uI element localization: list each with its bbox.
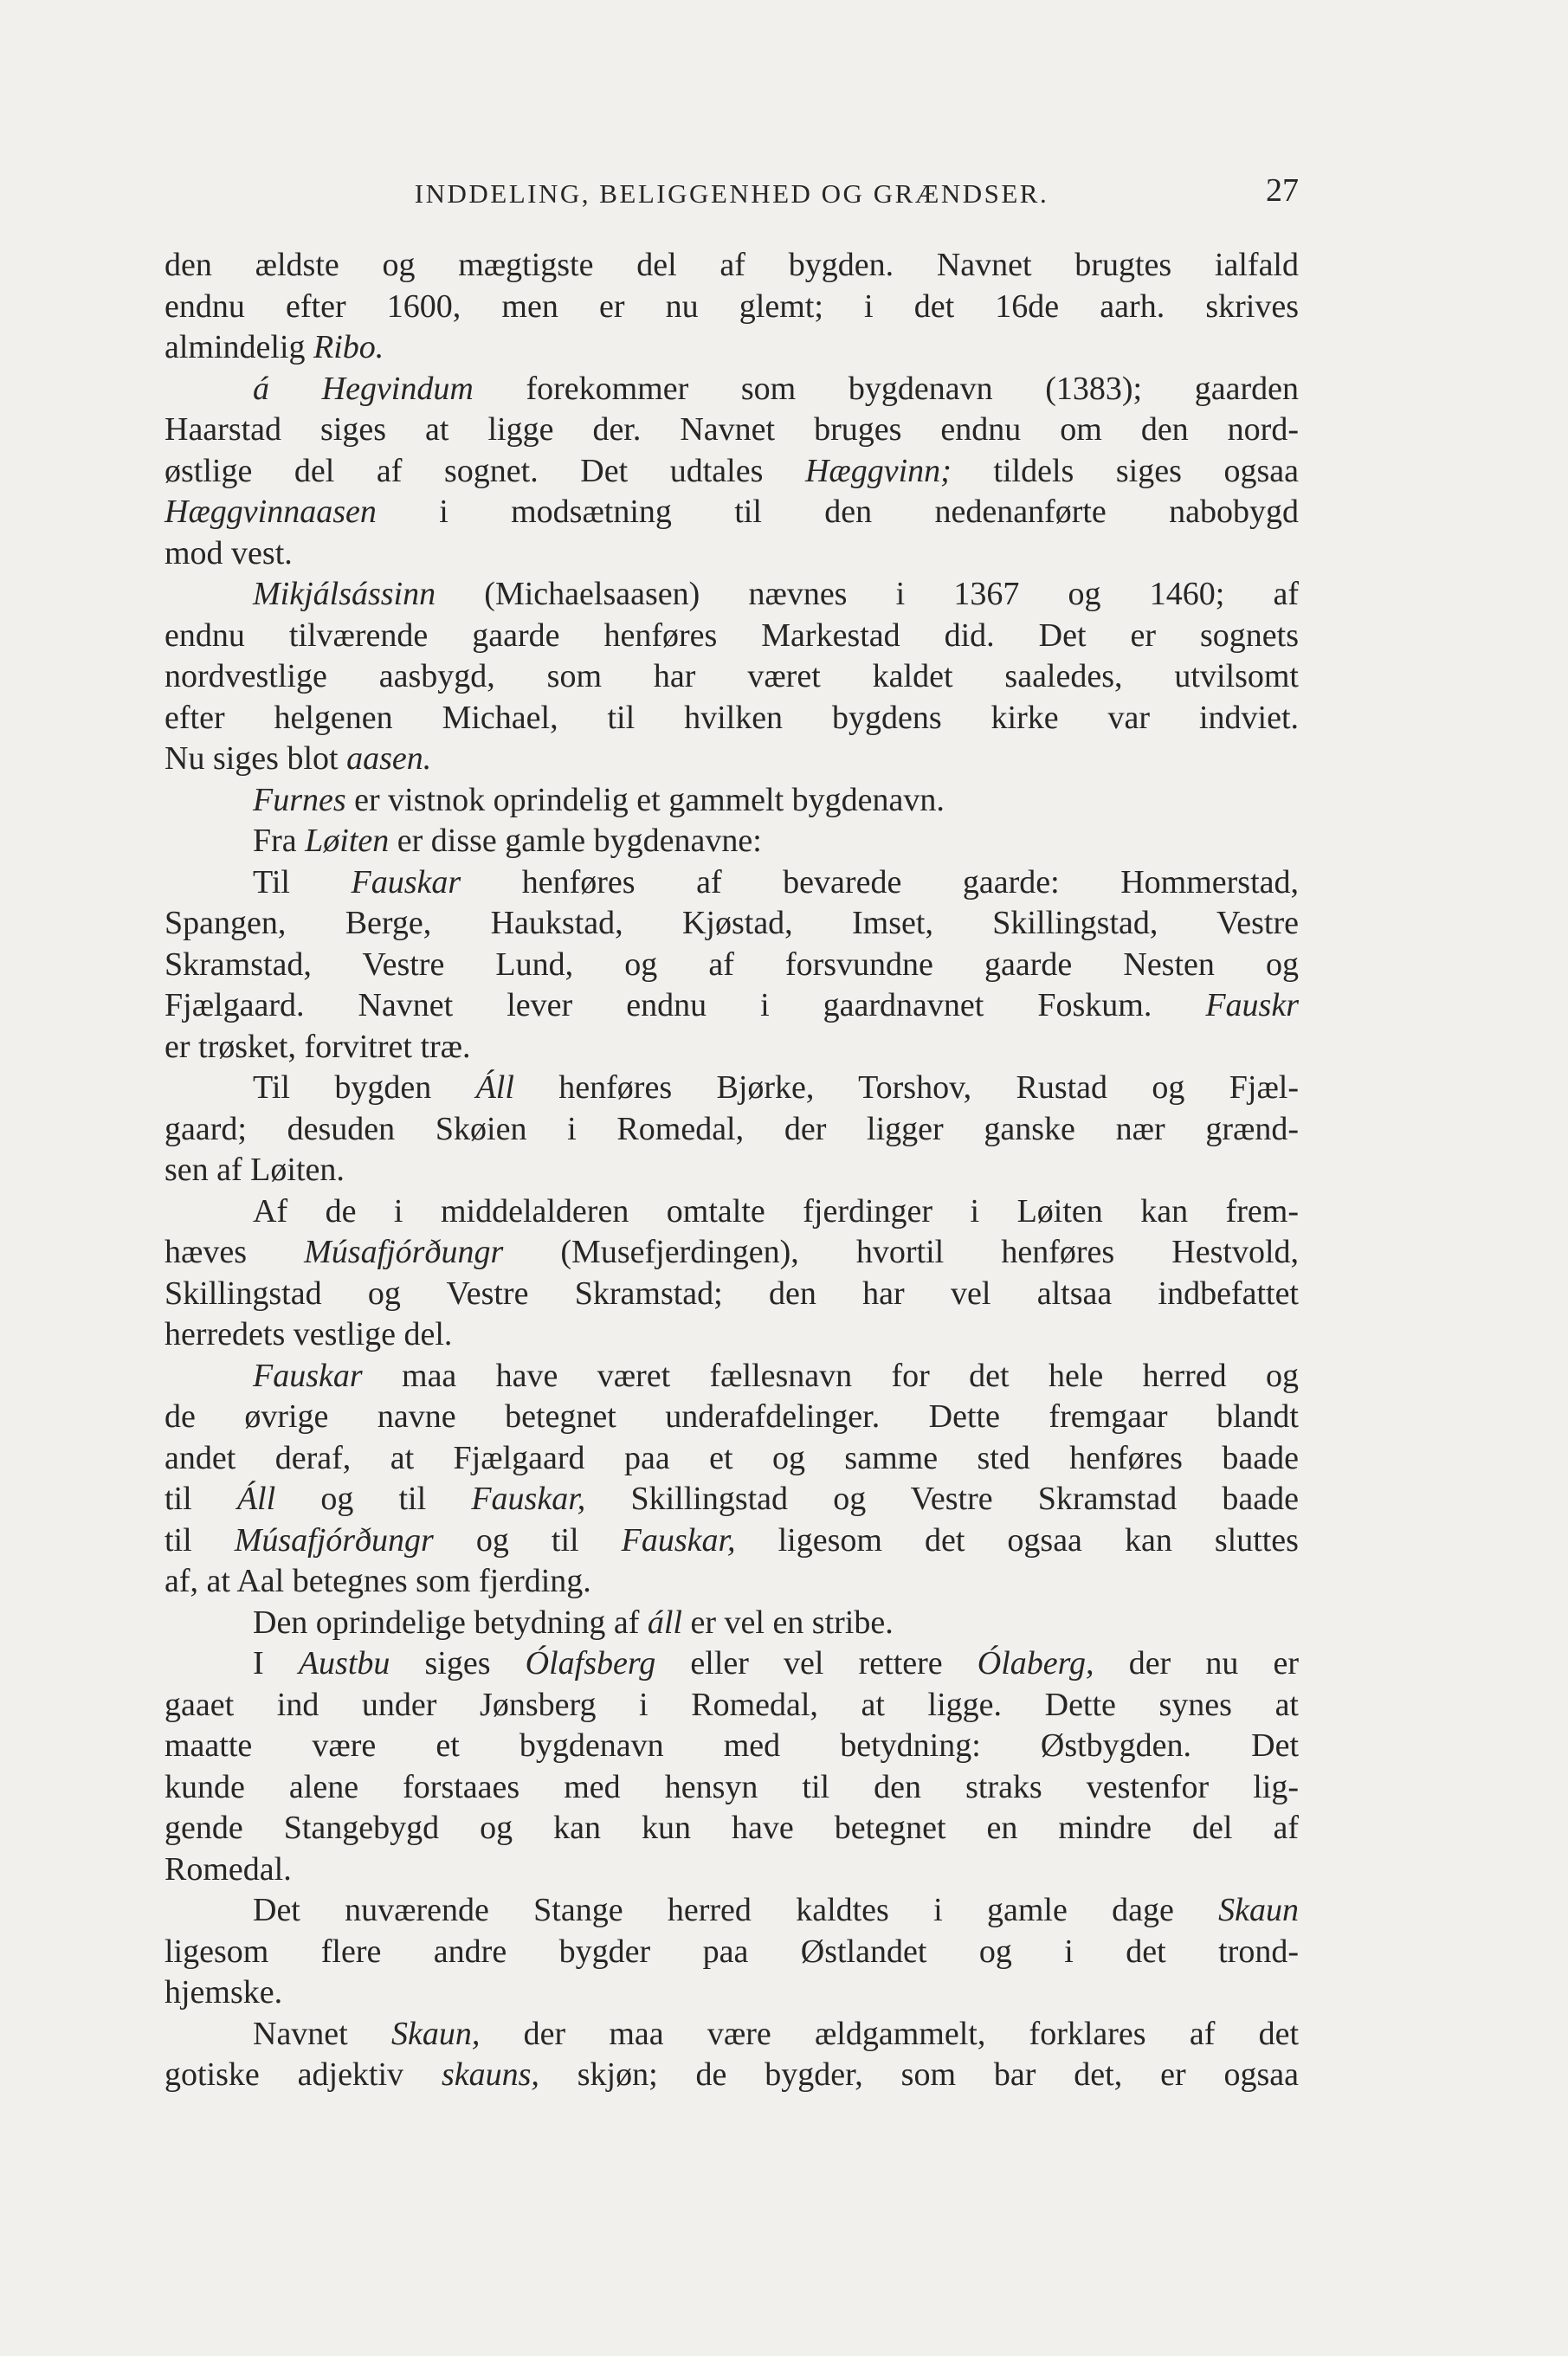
text-segment: eller vel rettere: [655, 1645, 978, 1681]
text-segment: andet deraf, at Fjælgaard paa et og samme sted henføres baade: [165, 1439, 1299, 1476]
text-line: [165, 903, 1299, 945]
text-line: [165, 1068, 1299, 1109]
text-segment: I: [253, 1645, 299, 1681]
text-segment: der maa være ældgammelt, forklares af det: [480, 2015, 1299, 2052]
text-segment: er vel en stribe.: [682, 1604, 894, 1641]
text-segment: og til: [433, 1521, 622, 1559]
text-line: [165, 1561, 1299, 1603]
text-line: [165, 1849, 1299, 1891]
text-segment: sen af Løiten.: [165, 1152, 345, 1188]
text-line: [165, 2055, 1299, 2096]
text-segment: er disse gamle bygdenavne:: [389, 823, 762, 859]
text-segment: forekommer som bygdenavn (1383); gaarden: [473, 370, 1299, 407]
text-segment: Haarstad siges at ligge der. Navnet bruges endnu om den nord-: [165, 411, 1299, 448]
text-line: [165, 287, 1299, 328]
text-segment: Skillingstad og Vestre Skramstad; den har vel altsaa indbefattet: [165, 1275, 1299, 1312]
text-line: [165, 492, 1299, 533]
text-segment: er trøsket, forvitret træ.: [165, 1028, 471, 1065]
text-line: [165, 1314, 1299, 1356]
text-segment: endnu tilværende gaarde henføres Markestad did. Det er sognets: [165, 616, 1299, 654]
text-line: [165, 945, 1299, 986]
text-segment: herredets vestlige del.: [165, 1316, 453, 1352]
text-line: [165, 985, 1299, 1027]
text-segment: maatte være et bygdenavn med betydning: Østbygden. Det: [165, 1727, 1299, 1764]
italic-text-segment: Fauskar,: [471, 1481, 586, 1517]
text-line: [165, 698, 1299, 739]
italic-text-segment: Austbu: [298, 1645, 390, 1681]
text-line: [165, 1603, 1299, 1644]
text-line: [165, 1972, 1299, 2014]
italic-text-segment: skauns,: [441, 2056, 539, 2093]
text-line: [165, 862, 1299, 904]
italic-text-segment: Ólafsberg: [525, 1645, 656, 1681]
italic-text-segment: Furnes: [253, 781, 346, 818]
text-line: [165, 245, 1299, 287]
italic-text-segment: Áll: [475, 1069, 514, 1106]
italic-text-segment: Hæggvinn;: [804, 452, 952, 489]
text-segment: almindelig: [165, 329, 314, 365]
text-segment: (Musefjerdingen), hvortil henføres Hestvold,: [503, 1234, 1300, 1270]
italic-text-segment: Ólaberg,: [977, 1645, 1094, 1681]
italic-text-segment: Fauskar,: [621, 1521, 736, 1559]
body-text: [165, 245, 1299, 2096]
italic-text-segment: Áll: [236, 1481, 276, 1517]
text-line: [165, 1109, 1299, 1151]
text-segment: Til bygden: [253, 1069, 476, 1106]
text-line: [165, 739, 1299, 780]
text-line: [165, 1027, 1299, 1068]
text-segment: endnu efter 1600, men er nu glemt; i det 16de aarh. skrives: [165, 287, 1299, 325]
text-segment: til: [165, 1521, 235, 1559]
text-line: [165, 1274, 1299, 1315]
italic-text-segment: Løiten: [305, 823, 390, 859]
text-segment: der nu er: [1094, 1645, 1300, 1681]
italic-text-segment: Ribo.: [313, 329, 384, 365]
text-line: [165, 1232, 1299, 1274]
text-segment: Romedal.: [165, 1850, 292, 1888]
text-segment: Skillingstad og Vestre Skramstad baade: [585, 1481, 1299, 1517]
text-segment: Fjælgaard. Navnet lever endnu i gaardnavnet Foskum.: [165, 987, 1206, 1023]
text-segment: nordvestlige aasbygd, som har været kaldet saaledes, utvilsomt: [165, 658, 1299, 694]
text-line: [165, 616, 1299, 657]
text-segment: efter helgenen Michael, til hvilken bygdens kirke var indviet.: [165, 699, 1299, 736]
text-segment: i modsætning til den nedenanførte nabobygd: [376, 494, 1299, 530]
page-header: [165, 171, 1299, 215]
page-number: 27: [1266, 172, 1299, 209]
text-segment: Skramstad, Vestre Lund, og af forsvundne gaarde Nesten og: [165, 946, 1299, 983]
italic-text-segment: áll: [647, 1604, 682, 1641]
text-segment: Fra: [253, 823, 306, 859]
italic-text-segment: Fauskar: [253, 1357, 363, 1394]
italic-text-segment: Skaun: [1218, 1892, 1299, 1928]
text-line: [165, 1890, 1299, 1932]
text-line: [165, 1685, 1299, 1727]
text-line: [165, 1356, 1299, 1397]
text-segment: tildels siges ogsaa: [951, 452, 1299, 489]
italic-text-segment: Skaun,: [390, 2015, 481, 2052]
text-segment: gaaet ind under Jønsberg i Romedal, at ligge. Dette synes at: [165, 1686, 1299, 1723]
text-segment: Det nuværende Stange herred kaldtes i gamle dage: [253, 1892, 1219, 1928]
text-line: [165, 1191, 1299, 1233]
text-segment: (Michaelsaasen) nævnes i 1367 og 1460; af: [436, 576, 1299, 612]
text-line: [165, 656, 1299, 698]
text-line: [165, 1520, 1299, 1562]
text-line: [165, 451, 1299, 493]
text-segment: Spangen, Berge, Haukstad, Kjøstad, Imset, Skillingstad, Vestre: [165, 905, 1299, 941]
italic-text-segment: Fauskr: [1205, 987, 1299, 1023]
text-segment: Af de i middelalderen omtalte fjerdinger i Løiten kan frem-: [253, 1192, 1299, 1230]
text-line: [165, 369, 1299, 410]
text-segment: gende Stangebygd og kan kun have betegnet en mindre del af: [165, 1810, 1299, 1846]
italic-text-segment: Fauskar: [351, 863, 461, 900]
text-line: [165, 1479, 1299, 1520]
italic-text-segment: Músafjórðungr: [234, 1521, 434, 1559]
text-line: [165, 327, 1299, 369]
text-segment: den ældste og mægtigste del af bygden. Navnet brugtes ialfald: [165, 247, 1299, 283]
text-line: [165, 1150, 1299, 1191]
text-segment: maa have været fællesnavn for det hele herred og: [362, 1357, 1299, 1394]
text-line: [165, 821, 1299, 862]
text-segment: hjemske.: [165, 1974, 283, 2011]
text-segment: mod vest.: [165, 534, 293, 571]
text-segment: ligesom det ogsaa kan sluttes: [735, 1521, 1299, 1559]
italic-text-segment: Hæggvinnaasen: [165, 494, 377, 530]
text-line: [165, 1643, 1299, 1685]
text-line: [165, 1726, 1299, 1767]
text-segment: siges: [390, 1645, 526, 1681]
text-segment: skjøn; de bygder, som bar det, er ogsaa: [539, 2056, 1299, 2093]
text-line: [165, 1932, 1299, 1973]
text-segment: af, at Aal betegnes som fjerding.: [165, 1563, 591, 1599]
text-segment: til: [165, 1481, 237, 1517]
italic-text-segment: á Hegvindum: [253, 370, 474, 407]
text-segment: østlige del af sognet. Det udtales: [165, 452, 805, 489]
text-segment: ligesom flere andre bygder paa Østlandet og i det trond-: [165, 1933, 1299, 1970]
text-segment: Til: [253, 863, 352, 900]
running-title: INDDELING, BELIGGENHED OG GRÆNDSER.: [414, 178, 1049, 209]
text-line: [165, 780, 1299, 822]
italic-text-segment: Músafjórðungr: [304, 1234, 504, 1270]
text-segment: hæves: [165, 1234, 305, 1270]
text-line: [165, 1808, 1299, 1849]
text-line: [165, 1397, 1299, 1438]
text-line: [165, 574, 1299, 616]
text-segment: gaard; desuden Skøien i Romedal, der ligger ganske nær grænd-: [165, 1110, 1299, 1147]
text-line: [165, 533, 1299, 575]
text-line: [165, 1438, 1299, 1480]
text-segment: de øvrige navne betegnet underafdelinger. Dette fremgaar blandt: [165, 1398, 1299, 1435]
text-segment: Den oprindelige betydning af: [253, 1604, 648, 1641]
text-segment: kunde alene forstaaes med hensyn til den straks vestenfor lig-: [165, 1768, 1299, 1805]
text-line: [165, 410, 1299, 451]
text-segment: Nu siges blot: [165, 740, 347, 777]
text-segment: Navnet: [253, 2015, 391, 2052]
text-segment: henføres af bevarede gaarde: Hommerstad,: [461, 863, 1299, 900]
text-segment: henføres Bjørke, Torshov, Rustad og Fjæl-: [513, 1069, 1300, 1106]
text-line: [165, 2014, 1299, 2056]
italic-text-segment: aasen.: [346, 740, 432, 777]
text-segment: er vistnok oprindelig et gammelt bygdenavn.: [345, 781, 945, 818]
text-segment: og til: [275, 1481, 472, 1517]
text-segment: gotiske adjektiv: [165, 2056, 442, 2093]
italic-text-segment: Mikjálsássinn: [253, 576, 436, 612]
text-line: [165, 1767, 1299, 1809]
